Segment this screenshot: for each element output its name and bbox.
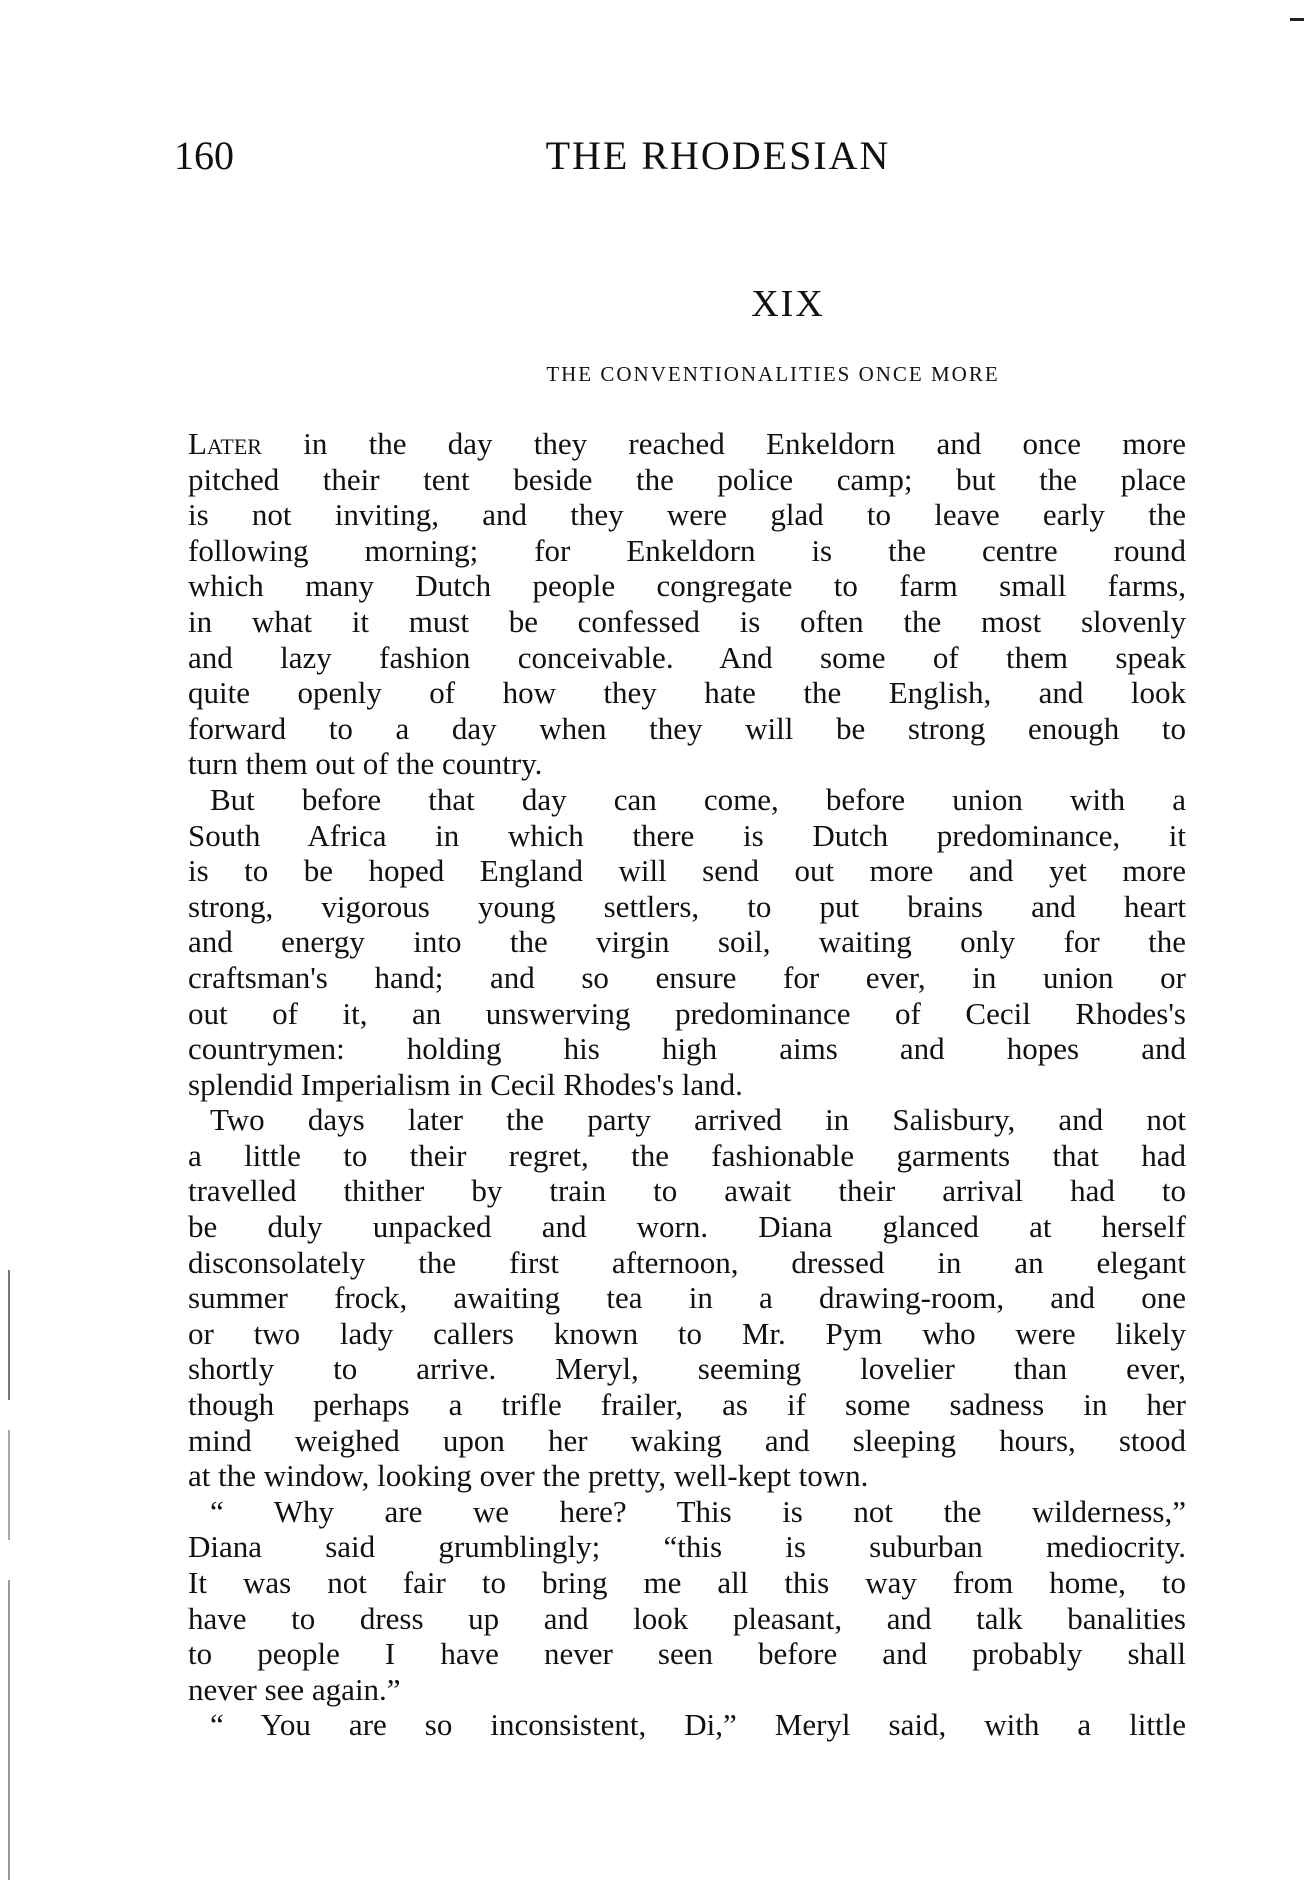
drop-word: Later — [188, 426, 262, 461]
line-text: in the day they reached Enkeldorn and once more — [261, 426, 1186, 461]
text-line — [188, 1138, 1186, 1174]
line-text: never see again.” — [188, 1671, 401, 1707]
body-text — [188, 426, 1186, 1743]
text-line — [188, 1387, 1186, 1423]
line-text: summer frock, awaiting tea in a drawing-room, and one — [188, 1280, 1186, 1316]
text-line — [188, 996, 1186, 1032]
text-line — [188, 604, 1186, 640]
text-line — [188, 818, 1186, 854]
page-header — [174, 132, 1188, 182]
text-line — [188, 1031, 1186, 1067]
line-text: Diana said grumblingly; “this is suburban mediocrity. — [188, 1529, 1186, 1565]
line-text: mind weighed upon her waking and sleeping hours, stood — [188, 1422, 1186, 1458]
line-text: pitched their tent beside the police camp; but the place — [188, 461, 1186, 497]
running-title: THE RHODESIAN — [545, 133, 891, 178]
line-text: travelled thither by train to await their arrival had to — [188, 1173, 1186, 1209]
text-line — [188, 853, 1186, 889]
line-text: a little to their regret, the fashionable garments that had — [188, 1137, 1186, 1173]
text-line — [188, 746, 1186, 782]
text-line — [188, 1529, 1186, 1565]
text-line — [188, 533, 1186, 569]
line-text: have to dress up and look pleasant, and talk banalities — [188, 1600, 1186, 1636]
text-line — [188, 1102, 1186, 1138]
text-line — [188, 1316, 1186, 1352]
text-line — [188, 1245, 1186, 1281]
line-text: disconsolately the first afternoon, dressed in an elegant — [188, 1244, 1186, 1280]
line-text: It was not fair to bring me all this way from home, to — [188, 1565, 1186, 1600]
text-line — [188, 1494, 1186, 1530]
text-line — [188, 462, 1186, 498]
text-line — [188, 1173, 1186, 1209]
text-line — [188, 1280, 1186, 1316]
line-text: “ You are so inconsistent, Di,” Meryl said, with a little — [210, 1707, 1186, 1743]
line-text: South Africa in which there is Dutch predominance, it — [188, 817, 1186, 853]
line-text: though perhaps a trifle frailer, as if some sadness in her — [188, 1387, 1186, 1423]
line-text: or two lady callers known to Mr. Pym who were likely — [188, 1315, 1186, 1351]
line-text: and energy into the virgin soil, waiting only for the — [188, 924, 1186, 960]
scan-margin-mark — [8, 1580, 10, 1880]
line-text: turn them out of the country. — [188, 746, 543, 782]
line-text: following morning; for Enkeldorn is the centre round — [188, 532, 1186, 568]
line-text: quite openly of how they hate the English, and look — [188, 675, 1186, 711]
text-line — [188, 1565, 1186, 1601]
text-line — [188, 1423, 1186, 1459]
text-line — [188, 568, 1186, 604]
text-line — [188, 640, 1186, 676]
text-line — [188, 426, 1186, 462]
line-text: strong, vigorous young settlers, to put brains and heart — [188, 888, 1186, 924]
text-line — [188, 711, 1186, 747]
text-line — [188, 1458, 1186, 1494]
text-line — [188, 924, 1186, 960]
line-text: is not inviting, and they were glad to leave early the — [188, 497, 1186, 533]
page-number: 160 — [174, 133, 234, 178]
chapter-number: XIX — [751, 283, 825, 325]
line-text: splendid Imperialism in Cecil Rhodes's land. — [188, 1066, 743, 1102]
line-text: shortly to arrive. Meryl, seeming lovelier than ever, — [188, 1351, 1186, 1387]
text-line — [188, 497, 1186, 533]
scan-edge-mark — [1290, 18, 1304, 21]
text-line — [188, 782, 1186, 818]
line-text: “ Why are we here? This is not the wilderness,” — [210, 1493, 1186, 1529]
line-text: which many Dutch people congregate to farm small farms, — [188, 568, 1186, 604]
line-text: out of it, an unswerving predominance of Cecil Rhodes's — [188, 995, 1186, 1031]
text-line — [188, 1067, 1186, 1103]
text-line — [188, 675, 1186, 711]
text-line — [188, 1672, 1186, 1708]
scan-margin-mark — [8, 1430, 10, 1540]
line-text: and lazy fashion conceivable. And some of them speak — [188, 639, 1186, 675]
text-line — [188, 1636, 1186, 1672]
line-text: be duly unpacked and worn. Diana glanced at herself — [188, 1209, 1186, 1245]
text-line — [188, 889, 1186, 925]
text-line — [188, 1351, 1186, 1387]
line-text: to people I have never seen before and probably shall — [188, 1636, 1186, 1672]
line-text: Two days later the party arrived in Salisbury, and not — [210, 1102, 1186, 1138]
line-text: But before that day can come, before union with a — [210, 781, 1186, 817]
line-text: in what it must be confessed is often the most slovenly — [188, 603, 1186, 639]
line-text: craftsman's hand; and so ensure for ever, in union or — [188, 959, 1186, 995]
scan-margin-mark — [8, 1270, 10, 1400]
text-line — [188, 1209, 1186, 1245]
text-line — [188, 1601, 1186, 1637]
chapter-title: THE CONVENTIONALITIES ONCE MORE — [546, 362, 1000, 386]
text-line — [188, 960, 1186, 996]
text-line — [188, 1707, 1186, 1743]
line-text: countrymen: holding his high aims and hopes and — [188, 1031, 1186, 1067]
line-text: forward to a day when they will be strong enough to — [188, 710, 1186, 746]
line-text: at the window, looking over the pretty, well-kept town. — [188, 1458, 869, 1494]
line-text: is to be hoped England will send out more and yet more — [188, 853, 1186, 889]
